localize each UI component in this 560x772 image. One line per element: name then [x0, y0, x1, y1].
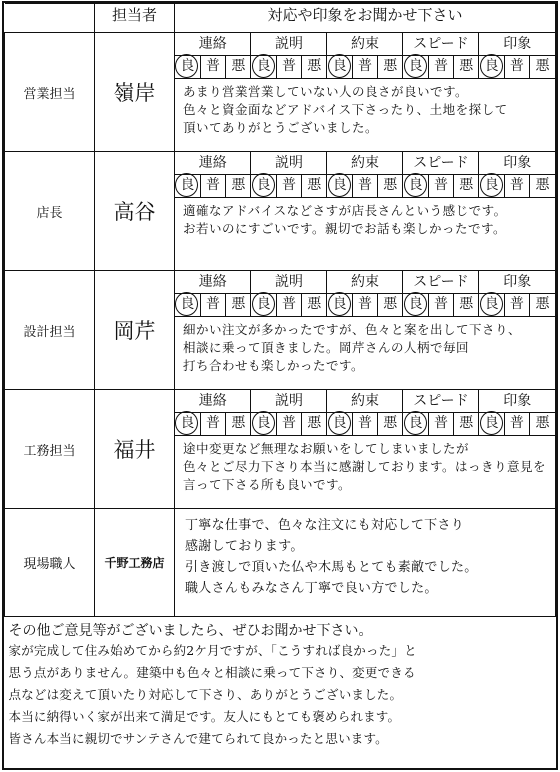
comment-line: 細かい注文が多かったですが、色々と案を出して下さり、	[183, 322, 522, 337]
criterion-label: 連絡	[175, 390, 251, 413]
selected-rating-circle: 良	[329, 294, 351, 314]
comment-line: 思う点がありません。建築中も色々と相談に乗って下さり、変更できる	[8, 665, 416, 680]
rating-choice: 普	[509, 58, 524, 74]
rating-choice: 普	[281, 296, 296, 312]
selected-rating-circle: 良	[405, 56, 427, 76]
rating-option[interactable]	[251, 413, 276, 436]
selected-rating-circle: 良	[329, 175, 351, 195]
role-label: 営業担当	[5, 33, 95, 152]
rating-choice: 悪	[535, 177, 550, 193]
rating-option[interactable]	[454, 413, 479, 436]
other-title: その他ご意見等がございましたら、ぜひお聞かせ下さい。	[8, 623, 373, 639]
rating-option[interactable]	[403, 56, 428, 79]
rating-choice: 悪	[459, 177, 474, 193]
rating-option[interactable]	[302, 413, 327, 436]
rating-option[interactable]	[428, 175, 453, 198]
rating-option[interactable]	[454, 175, 479, 198]
criterion-label: スピード	[403, 271, 479, 294]
selected-rating-circle: 良	[253, 175, 275, 195]
selected-rating-circle: 良	[481, 175, 503, 195]
comment-line: 皆さん本当に親切でサンテさんで建てられて良かったと思います。	[8, 731, 388, 746]
comment-line: あまり営業営業していない人の良さが良いです。	[183, 84, 469, 99]
selected-rating-circle: 良	[329, 413, 351, 433]
rating-choice: 普	[205, 177, 220, 193]
role-label: 設計担当	[5, 271, 95, 390]
rating-choice: 悪	[231, 296, 246, 312]
craftsman-comment	[175, 509, 556, 617]
rating-option[interactable]	[479, 56, 504, 79]
rating-option[interactable]	[251, 175, 276, 198]
rating-option[interactable]	[175, 413, 200, 436]
rating-option[interactable]	[327, 413, 352, 436]
header-feedback: 対応や印象をお聞かせ下さい	[175, 4, 556, 33]
rating-option[interactable]	[175, 175, 200, 198]
rating-choice: 普	[205, 296, 220, 312]
selected-rating-circle: 良	[176, 56, 198, 76]
staff-row	[5, 33, 556, 152]
criterion-label: 約束	[327, 390, 403, 413]
rating-choice: 普	[357, 296, 372, 312]
rating-option[interactable]	[327, 175, 352, 198]
rating-choice: 普	[509, 177, 524, 193]
rating-choice: 悪	[307, 296, 322, 312]
rating-option[interactable]	[200, 294, 225, 317]
survey-sheet	[2, 1, 558, 770]
comment-line: 打ち合わせも楽しかったです。	[183, 358, 365, 373]
comment-line: 相談に乗って頂きました。岡芹さんの人柄で毎回	[183, 340, 470, 355]
selected-rating-circle: 良	[253, 413, 275, 433]
survey-table	[4, 3, 556, 750]
selected-rating-circle: 良	[481, 413, 503, 433]
selected-rating-circle: 良	[176, 413, 198, 433]
rating-option[interactable]	[251, 56, 276, 79]
comment-line: 家が完成して住み始めてから約2ケ月ですが、「こうすれば良かった」と	[8, 643, 417, 658]
rating-cell	[175, 152, 556, 271]
comment-text	[175, 317, 555, 379]
rating-option[interactable]	[302, 175, 327, 198]
comment-line: 色々とご尽力下さり本当に感謝しております。はっきり意見を	[183, 459, 547, 474]
rating-grid	[175, 152, 555, 198]
rating-option[interactable]	[251, 294, 276, 317]
rating-choice: 悪	[535, 58, 550, 74]
criterion-label: 説明	[251, 271, 327, 294]
criterion-label: スピード	[403, 33, 479, 56]
role-label: 工務担当	[5, 390, 95, 509]
comment-text	[175, 198, 555, 242]
rating-option[interactable]	[302, 56, 327, 79]
rating-option[interactable]	[378, 413, 403, 436]
rating-option[interactable]	[276, 413, 301, 436]
rating-choice: 普	[205, 58, 220, 74]
criterion-label: 印象	[479, 33, 555, 56]
comment-text	[175, 436, 555, 498]
criterion-label: 印象	[479, 390, 555, 413]
comment-line: お若いのにすごいです。親切でお話も楽しかったです。	[183, 221, 507, 236]
criterion-label: 説明	[251, 33, 327, 56]
rating-choice: 悪	[383, 296, 398, 312]
rating-option[interactable]	[175, 56, 200, 79]
rating-option[interactable]	[276, 175, 301, 198]
rating-choice: 悪	[535, 296, 550, 312]
staff-name: 岡芹	[95, 271, 175, 390]
comment-line: 点などは変えて頂いたり対応して下さり、ありがとうございました。	[8, 687, 403, 702]
rating-option[interactable]	[276, 56, 301, 79]
rating-option[interactable]	[378, 56, 403, 79]
role-label: 現場職人	[5, 509, 95, 617]
staff-row	[5, 390, 556, 509]
rating-option[interactable]	[276, 294, 301, 317]
selected-rating-circle: 良	[405, 175, 427, 195]
staff-name: 嶺岸	[95, 33, 175, 152]
selected-rating-circle: 良	[329, 56, 351, 76]
criterion-label: 約束	[327, 271, 403, 294]
criterion-label: スピード	[403, 390, 479, 413]
rating-option[interactable]	[226, 175, 251, 198]
rating-option[interactable]	[175, 294, 200, 317]
staff-name: 高谷	[95, 152, 175, 271]
rating-option[interactable]	[226, 413, 251, 436]
criterion-label: 印象	[479, 152, 555, 175]
rating-option[interactable]	[530, 175, 555, 198]
criterion-label: 説明	[251, 152, 327, 175]
selected-rating-circle: 良	[253, 56, 275, 76]
comment-line: 引き渡しで頂いた仏や木馬もとても素敵でした。	[185, 560, 478, 575]
rating-option[interactable]	[530, 413, 555, 436]
selected-rating-circle: 良	[405, 294, 427, 314]
rating-option[interactable]	[200, 175, 225, 198]
rating-option[interactable]	[403, 294, 428, 317]
rating-choice: 普	[433, 415, 448, 431]
rating-option[interactable]	[479, 175, 504, 198]
rating-choice: 悪	[535, 415, 550, 431]
other-row	[5, 617, 556, 751]
selected-rating-circle: 良	[481, 294, 503, 314]
rating-choice: 悪	[459, 296, 474, 312]
comment-text	[175, 509, 555, 605]
rating-option[interactable]	[504, 175, 529, 198]
selected-rating-circle: 良	[253, 294, 275, 314]
rating-grid	[175, 33, 555, 79]
rating-option[interactable]	[530, 56, 555, 79]
rating-option[interactable]	[226, 56, 251, 79]
rating-choice: 悪	[231, 58, 246, 74]
rating-option[interactable]	[352, 294, 377, 317]
rating-option[interactable]	[504, 56, 529, 79]
rating-choice: 悪	[383, 58, 398, 74]
rating-choice: 悪	[383, 415, 398, 431]
rating-option[interactable]	[378, 294, 403, 317]
rating-option[interactable]	[403, 413, 428, 436]
rating-choice: 普	[357, 415, 372, 431]
rating-choice: 普	[281, 58, 296, 74]
rating-choice: 悪	[231, 415, 246, 431]
criterion-label: 連絡	[175, 33, 251, 56]
rating-option[interactable]	[327, 294, 352, 317]
comment-line: 途中変更など無理なお願いをしてしまいましたが	[183, 441, 470, 456]
rating-option[interactable]	[428, 56, 453, 79]
selected-rating-circle: 良	[405, 413, 427, 433]
rating-choice: 悪	[383, 177, 398, 193]
selected-rating-circle: 良	[176, 294, 198, 314]
rating-choice: 普	[281, 415, 296, 431]
staff-row	[5, 152, 556, 271]
selected-rating-circle: 良	[481, 56, 503, 76]
rating-choice: 普	[509, 415, 524, 431]
role-label: 店長	[5, 152, 95, 271]
rating-option[interactable]	[327, 56, 352, 79]
rating-choice: 普	[433, 296, 448, 312]
rating-choice: 普	[433, 177, 448, 193]
rating-choice: 悪	[231, 177, 246, 193]
staff-name: 福井	[95, 390, 175, 509]
rating-option[interactable]	[504, 294, 529, 317]
rating-option[interactable]	[200, 413, 225, 436]
other-comment	[5, 640, 556, 750]
rating-choice: 普	[357, 58, 372, 74]
rating-grid	[175, 390, 555, 436]
selected-rating-circle: 良	[176, 175, 198, 195]
rating-option[interactable]	[479, 294, 504, 317]
rating-cell	[175, 271, 556, 390]
criterion-label: 連絡	[175, 152, 251, 175]
comment-line: 本当に納得いく家が出来て満足です。友人にもとても褒められます。	[8, 709, 401, 724]
rating-choice: 悪	[459, 58, 474, 74]
rating-option[interactable]	[352, 175, 377, 198]
rating-choice: 悪	[459, 415, 474, 431]
rating-choice: 悪	[307, 415, 322, 431]
rating-choice: 普	[205, 415, 220, 431]
comment-text	[175, 79, 555, 141]
header-blank	[5, 4, 95, 33]
rating-cell	[175, 33, 556, 152]
rating-choice: 普	[281, 177, 296, 193]
comment-line: 色々と資金面などアドバイス下さったり、土地を探して	[183, 102, 508, 117]
comment-line: 言って下さる所も良いです。	[183, 477, 352, 492]
rating-option[interactable]	[403, 175, 428, 198]
rating-option[interactable]	[428, 413, 453, 436]
staff-name: 千野工務店	[95, 509, 175, 617]
criterion-label: 連絡	[175, 271, 251, 294]
rating-grid	[175, 271, 555, 317]
criterion-label: 約束	[327, 33, 403, 56]
rating-choice: 悪	[307, 177, 322, 193]
criterion-label: 説明	[251, 390, 327, 413]
comment-line: 感謝しております。	[185, 539, 304, 554]
rating-option[interactable]	[352, 56, 377, 79]
rating-option[interactable]	[226, 294, 251, 317]
criterion-label: 印象	[479, 271, 555, 294]
rating-option[interactable]	[428, 294, 453, 317]
header-staff: 担当者	[95, 4, 175, 33]
comment-line: 職人さんもみなさん丁寧で良い方でした。	[185, 581, 438, 596]
rating-choice: 普	[433, 58, 448, 74]
rating-option[interactable]	[479, 413, 504, 436]
rating-option[interactable]	[352, 413, 377, 436]
rating-option[interactable]	[302, 294, 327, 317]
comment-line: 丁寧な仕事で、色々な注文にも対応して下さり	[185, 518, 465, 533]
criterion-label: 約束	[327, 152, 403, 175]
header-row	[5, 4, 556, 33]
rating-option[interactable]	[378, 175, 403, 198]
comment-line: 適確なアドバイスなどさすが店長さんという感じです。	[183, 203, 507, 218]
criterion-label: スピード	[403, 152, 479, 175]
staff-row	[5, 271, 556, 390]
rating-choice: 悪	[307, 58, 322, 74]
craftsman-row	[5, 509, 556, 617]
rating-option[interactable]	[530, 294, 555, 317]
rating-option[interactable]	[454, 56, 479, 79]
rating-choice: 普	[509, 296, 524, 312]
comment-line: 頂いてありがとうございました。	[183, 120, 379, 135]
rating-choice: 普	[357, 177, 372, 193]
rating-option[interactable]	[200, 56, 225, 79]
rating-option[interactable]	[504, 413, 529, 436]
rating-option[interactable]	[454, 294, 479, 317]
rating-cell	[175, 390, 556, 509]
